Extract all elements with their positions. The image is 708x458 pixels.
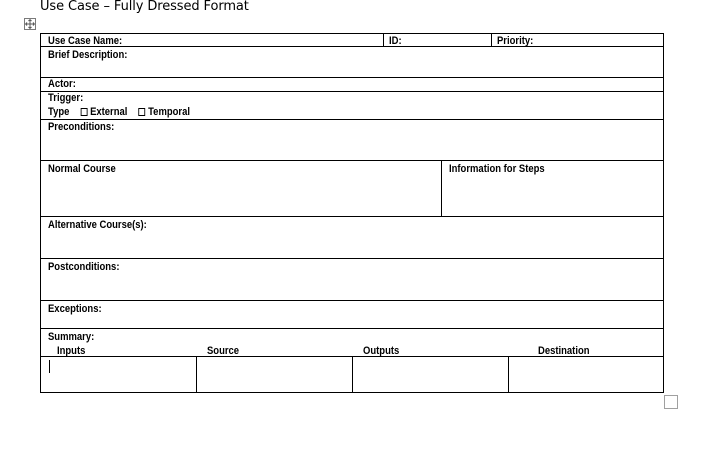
summary-column-outputs: Outputs (363, 345, 400, 357)
summary-column-inputs: Inputs (57, 345, 86, 357)
col-divider (441, 160, 442, 216)
row-divider (41, 216, 663, 217)
table-resize-handle[interactable] (664, 395, 678, 409)
alternative-courses-field[interactable]: Alternative Course(s): (48, 219, 147, 231)
use-case-form-table (40, 33, 664, 393)
row-divider (41, 91, 663, 92)
actor-field[interactable]: Actor: (48, 78, 76, 90)
row-divider (41, 328, 663, 329)
document-title: Use Case – Fully Dressed Format (40, 0, 249, 14)
col-divider (383, 34, 384, 46)
preconditions-field[interactable]: Preconditions: (48, 121, 115, 133)
row-divider (41, 46, 663, 47)
row-divider (41, 77, 663, 78)
row-divider (41, 160, 663, 161)
table-move-icon[interactable] (24, 18, 36, 30)
use-case-name-field[interactable]: Use Case Name: (48, 35, 123, 47)
text-cursor (49, 360, 50, 373)
summary-column-destination: Destination (538, 345, 590, 357)
trigger-field[interactable]: Trigger: (48, 92, 84, 104)
type-label: Type (48, 106, 70, 118)
summary-column-source: Source (207, 345, 240, 357)
destination-cell[interactable] (509, 357, 663, 393)
col-divider (491, 34, 492, 46)
normal-course-field[interactable]: Normal Course (48, 163, 116, 175)
summary-field[interactable]: Summary: (48, 331, 95, 343)
source-cell[interactable] (197, 357, 352, 393)
outputs-cell[interactable] (353, 357, 508, 393)
priority-field[interactable]: Priority: (497, 35, 534, 47)
information-for-steps-field[interactable]: Information for Steps (449, 163, 545, 175)
row-divider (41, 119, 663, 120)
temporal-option[interactable]: Temporal (139, 106, 190, 118)
postconditions-field[interactable]: Postconditions: (48, 261, 120, 273)
inputs-cell[interactable] (41, 357, 196, 393)
row-divider (41, 258, 663, 259)
id-field[interactable]: ID: (389, 35, 402, 47)
exceptions-field[interactable]: Exceptions: (48, 303, 102, 315)
trigger-type-row (48, 106, 190, 118)
external-checkbox[interactable] (81, 108, 88, 116)
external-option[interactable]: External (81, 106, 128, 118)
row-divider (41, 300, 663, 301)
temporal-checkbox[interactable] (139, 108, 146, 116)
brief-description-field[interactable]: Brief Description: (48, 49, 128, 61)
